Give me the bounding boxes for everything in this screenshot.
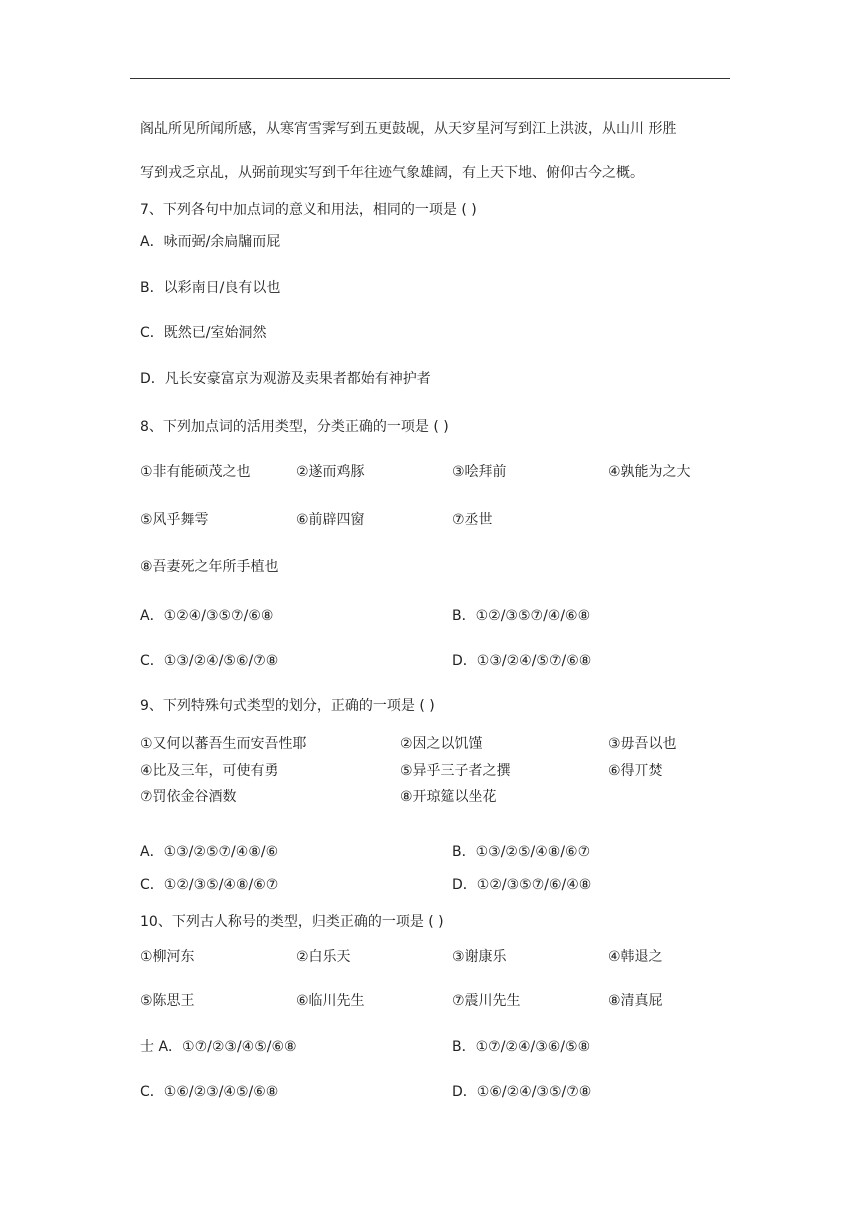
q9-item-7: ⑦罚依金谷酒数 <box>140 789 237 805</box>
q8-item-5: ⑤风乎舞雩 <box>140 512 209 528</box>
q8-item-4: ④孰能为之大 <box>608 464 691 480</box>
q10-item-5: ⑤陈思王 <box>140 993 195 1009</box>
q10-stem: 10、下列古人称号的类型，归类正确的一项是 ( ) <box>140 914 444 930</box>
intro-line-1: 阁乩所见所闻所感，从寒宵雪霁写到五更鼓觇，从天穸星河写到江上洪波，从山川 形胜 <box>140 121 677 137</box>
q9-option-b: B．①③/②⑤/④⑧/⑥⑦ <box>452 844 591 860</box>
intro-line-2: 写到戎乏京乩，从弼前现实写到千年往迹气象雄阔，有上天下地、俯仰古今之概。 <box>140 165 644 181</box>
q9-item-2: ②因之以饥馑 <box>400 736 483 752</box>
q10-item-6: ⑥临川先生 <box>296 993 365 1009</box>
q7-option-d: D．凡长安豪富京为观游及卖果者都始有神护者 <box>140 371 431 387</box>
q10-option-c: C．①⑥/②③/④⑤/⑥⑧ <box>140 1084 279 1100</box>
q8-item-3: ③哙拜前 <box>452 464 507 480</box>
q8-option-d: D．①③/②④/⑤⑦/⑥⑧ <box>452 653 592 669</box>
q8-option-b: B．①②/③⑤⑦/④/⑥⑧ <box>452 608 591 624</box>
q9-item-4: ④比及三年，可使有勇 <box>140 763 279 779</box>
q10-option-d: D．①⑥/②④/③⑤/⑦⑧ <box>452 1084 592 1100</box>
q10-item-4: ④韩退之 <box>608 949 663 965</box>
q10-item-7: ⑦震川先生 <box>452 993 521 1009</box>
q9-option-a: A．①③/②⑤⑦/④⑧/⑥ <box>140 844 279 860</box>
q10-option-a: 士 A．①⑦/②③/④⑤/⑥⑧ <box>140 1039 297 1055</box>
q7-stem: 7、下列各句中加点词的意义和用法，相同的一项是 ( ) <box>140 202 477 218</box>
q8-item-6: ⑥前辟四窗 <box>296 512 365 528</box>
q9-item-8: ⑧开琼筵以坐花 <box>400 789 497 805</box>
q10-item-2: ②白乐天 <box>296 949 351 965</box>
q9-stem: 9、下列特殊句式类型的划分，正确的一项是 ( ) <box>140 698 435 714</box>
q10-item-1: ①柳河东 <box>140 949 195 965</box>
q10-item-3: ③谢康乐 <box>452 949 507 965</box>
q7-option-c: C．既然已/室始洞然 <box>140 325 267 341</box>
q8-option-a: A．①②④/③⑤⑦/⑥⑧ <box>140 608 274 624</box>
q8-stem: 8、下列加点词的活用类型，分类正确的一项是 ( ) <box>140 419 449 435</box>
q10-item-8: ⑧清真屁 <box>608 993 663 1009</box>
q8-item-7: ⑦丞世 <box>452 512 493 528</box>
q8-item-8: ⑧吾妻死之年所手植也 <box>140 559 279 575</box>
q10-option-b: B．①⑦/②④/③⑥/⑤⑧ <box>452 1039 591 1055</box>
q7-option-b: B．以彩南日/良有以也 <box>140 280 281 296</box>
q9-item-1: ①又何以蕃吾生而安吾性耶 <box>140 736 307 752</box>
q9-item-3: ③毋吾以也 <box>608 736 677 752</box>
q7-option-a: A．咏而弼/余扃牖而屁 <box>140 234 281 250</box>
q8-option-c: C．①③/②④/⑤⑥/⑦⑧ <box>140 653 279 669</box>
q8-item-1: ①非有能硕茂之也 <box>140 464 251 480</box>
header-rule <box>130 78 730 79</box>
q9-item-5: ⑤异乎三子者之撰 <box>400 763 511 779</box>
q9-option-d: D．①②/③⑤⑦/⑥/④⑧ <box>452 877 592 893</box>
q9-item-6: ⑥得丌焚 <box>608 763 663 779</box>
q8-item-2: ②遂而鸡豚 <box>296 464 365 480</box>
q9-option-c: C．①②/③⑤/④⑧/⑥⑦ <box>140 877 279 893</box>
